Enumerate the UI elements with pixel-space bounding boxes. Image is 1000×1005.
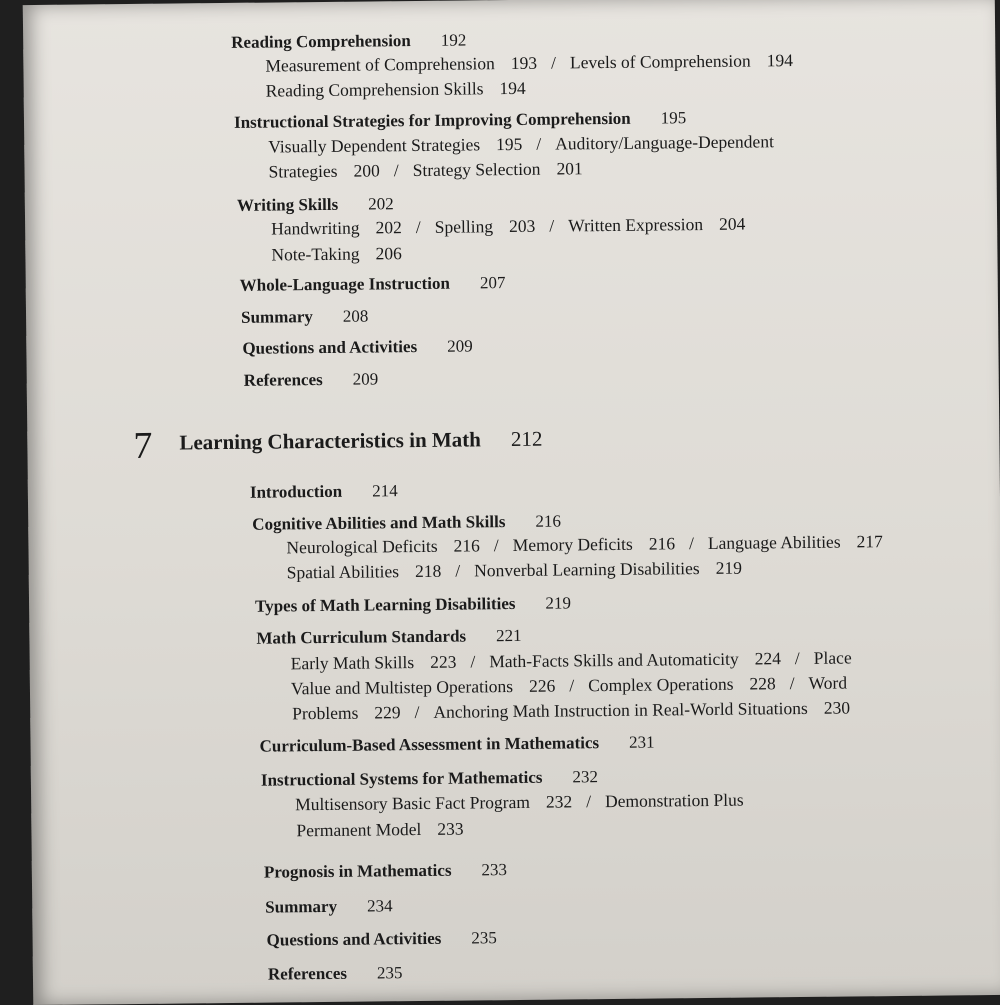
book-page	[23, 0, 1000, 1005]
entry-title: Curriculum-Based Assessment in Mathematics	[259, 733, 600, 756]
entry-page: 219	[545, 593, 572, 613]
toc-subentries	[291, 647, 852, 674]
toc-subentries	[266, 78, 526, 102]
subentry-page: 195	[495, 133, 523, 155]
entry-title: Writing Skills	[236, 194, 339, 215]
subentry-title: Spelling	[434, 216, 494, 237]
subentry-page: 228	[749, 673, 776, 694]
entry-title: Questions and Activities	[242, 337, 418, 358]
separator: /	[586, 791, 592, 812]
separator: /	[470, 651, 476, 672]
subentry-page: 216	[648, 533, 676, 554]
toc-entry-questions-activities[interactable]	[266, 928, 496, 950]
separator: /	[789, 673, 795, 694]
entry-page: 231	[628, 732, 655, 752]
entry-title: Instructional Systems for Mathematics	[260, 767, 543, 790]
toc-entry-types-math-ld[interactable]	[255, 593, 571, 616]
subentry-title: Demonstration Plus	[604, 789, 744, 812]
chapter-number: 7	[133, 424, 153, 467]
toc-subentries	[287, 558, 742, 584]
subentry-title: Measurement of Comprehension	[265, 53, 495, 76]
subentry-title: Anchoring Math Instruction in Real-World Situations	[433, 697, 808, 722]
toc-entry-references[interactable]	[244, 369, 379, 390]
subentry-title: Value and Multistep Operations	[290, 676, 514, 699]
subentry-page: 218	[414, 560, 442, 582]
toc-entry-references[interactable]	[268, 963, 403, 984]
toc-entry-cba-math[interactable]	[259, 733, 654, 757]
separator: /	[393, 160, 399, 181]
subentry-page: 194	[766, 50, 794, 71]
toc-entry-writing-skills[interactable]	[237, 194, 394, 216]
subentry-title: Complex Operations	[588, 673, 734, 696]
toc-subentries	[271, 214, 745, 240]
entry-title: Summary	[265, 896, 338, 917]
entry-title: Questions and Activities	[266, 928, 442, 950]
subentry-page: 232	[545, 791, 573, 812]
subentry-title: Early Math Skills	[290, 652, 415, 674]
subentry-page: 223	[430, 651, 457, 672]
toc-entry-instructional-strategies[interactable]	[234, 108, 686, 133]
entry-page: 209	[352, 369, 379, 389]
table-of-contents	[23, 0, 1000, 1005]
separator: /	[455, 560, 461, 581]
toc-subentries	[268, 158, 582, 182]
separator: /	[493, 535, 499, 556]
entry-title: Introduction	[249, 481, 343, 502]
subentry-page: 194	[499, 77, 526, 99]
toc-subentries	[265, 50, 793, 77]
separator: /	[536, 133, 542, 154]
subentry-page: 206	[375, 243, 402, 264]
separator: /	[415, 216, 421, 238]
subentry-title: Visually Dependent Strategies	[268, 134, 481, 157]
toc-subentries	[286, 531, 883, 558]
entry-page: 232	[572, 767, 599, 787]
subentry-page: 204	[718, 213, 746, 234]
chapter-title-text: Learning Characteristics in Math	[179, 427, 482, 455]
toc-subentries	[271, 243, 402, 265]
entry-title: Instructional Strategies for Improving Comprehension	[233, 108, 631, 132]
subentry-page: 224	[754, 648, 781, 669]
subentry-title: Written Expression	[568, 214, 704, 236]
subentry-page: 202	[375, 217, 402, 238]
entry-page: 235	[376, 963, 403, 983]
toc-subentries	[295, 790, 744, 816]
subentry-page: 226	[528, 675, 556, 696]
subentry-title: Word	[808, 672, 848, 693]
entry-title: Cognitive Abilities and Math Skills	[252, 512, 506, 534]
subentry-page: 233	[437, 818, 464, 839]
subentry-title: Multisensory Basic Fact Program	[295, 791, 531, 815]
subentry-title: Problems	[292, 702, 359, 724]
entry-title: Summary	[240, 307, 313, 327]
toc-subentries	[296, 819, 463, 842]
entry-page: 216	[535, 511, 561, 531]
separator: /	[794, 648, 800, 669]
entry-page: 195	[660, 108, 687, 128]
entry-title: Math Curriculum Standards	[256, 626, 467, 648]
separator: /	[549, 215, 555, 236]
entry-page: 221	[496, 625, 522, 646]
chapter-title[interactable]	[179, 427, 542, 456]
subentry-title: Nonverbal Learning Disabilities	[474, 558, 700, 581]
toc-entry-whole-language[interactable]	[240, 273, 506, 296]
toc-subentries	[268, 131, 774, 157]
entry-page: 235	[471, 928, 497, 948]
entry-page: 209	[447, 336, 473, 356]
separator: /	[688, 533, 695, 554]
separator: /	[550, 52, 557, 73]
toc-entry-instructional-systems[interactable]	[261, 767, 598, 791]
subentry-page: 203	[508, 215, 536, 237]
entry-title: Whole-Language Instruction	[239, 273, 450, 295]
entry-title: References	[267, 963, 348, 984]
subentry-title: Spatial Abilities	[286, 561, 400, 583]
entry-title: Types of Math Learning Disabilities	[254, 593, 516, 616]
subentry-page: 217	[856, 531, 883, 552]
toc-entry-reading-comprehension[interactable]	[231, 30, 466, 52]
subentry-page: 193	[510, 52, 538, 74]
entry-page: 234	[366, 896, 393, 916]
subentry-page: 229	[374, 702, 401, 723]
toc-entry-introduction[interactable]	[250, 481, 398, 503]
subentry-page: 216	[453, 535, 480, 556]
entry-title: Prognosis in Mathematics	[263, 860, 452, 882]
subentry-title: Place	[813, 647, 852, 668]
toc-entry-questions-activities[interactable]	[242, 336, 472, 358]
subentry-title: Strategies	[268, 160, 338, 182]
toc-subentries	[291, 673, 847, 700]
separator: /	[569, 675, 575, 696]
subentry-title: Language Abilities	[707, 531, 841, 553]
entry-page: 207	[479, 273, 506, 293]
subentry-title: Neurological Deficits	[286, 535, 438, 558]
toc-entry-summary[interactable]	[265, 896, 392, 917]
subentry-title: Reading Comprehension Skills	[265, 78, 484, 101]
entry-title: Reading Comprehension	[231, 31, 411, 52]
separator: /	[414, 702, 420, 723]
entry-page: 214	[372, 481, 398, 501]
subentry-title: Auditory/Language-Dependent	[555, 131, 774, 154]
subentry-title: Handwriting	[271, 217, 360, 239]
subentry-title: Levels of Comprehension	[569, 50, 751, 73]
toc-entry-curriculum-standards[interactable]	[256, 626, 521, 649]
subentry-title: Permanent Model	[296, 818, 422, 841]
entry-page: 233	[481, 860, 508, 880]
toc-subentries	[292, 697, 850, 724]
toc-entry-summary[interactable]	[241, 307, 368, 328]
toc-entry-cognitive-abilities[interactable]	[252, 512, 561, 535]
subentry-title: Note-Taking	[271, 243, 360, 265]
subentry-page: 201	[556, 158, 583, 179]
subentry-page: 200	[353, 160, 380, 181]
entry-title: References	[243, 369, 323, 390]
entry-page: 208	[342, 306, 369, 326]
subentry-title: Math-Facts Skills and Automaticity	[489, 648, 739, 672]
entry-page: 202	[368, 194, 394, 214]
entry-page: 192	[440, 30, 467, 50]
toc-entry-prognosis[interactable]	[264, 860, 507, 883]
subentry-title: Memory Deficits	[512, 533, 633, 556]
chapter-page: 212	[510, 426, 543, 452]
subentry-title: Strategy Selection	[412, 158, 541, 181]
subentry-page: 230	[823, 697, 851, 718]
subentry-page: 219	[715, 557, 742, 578]
